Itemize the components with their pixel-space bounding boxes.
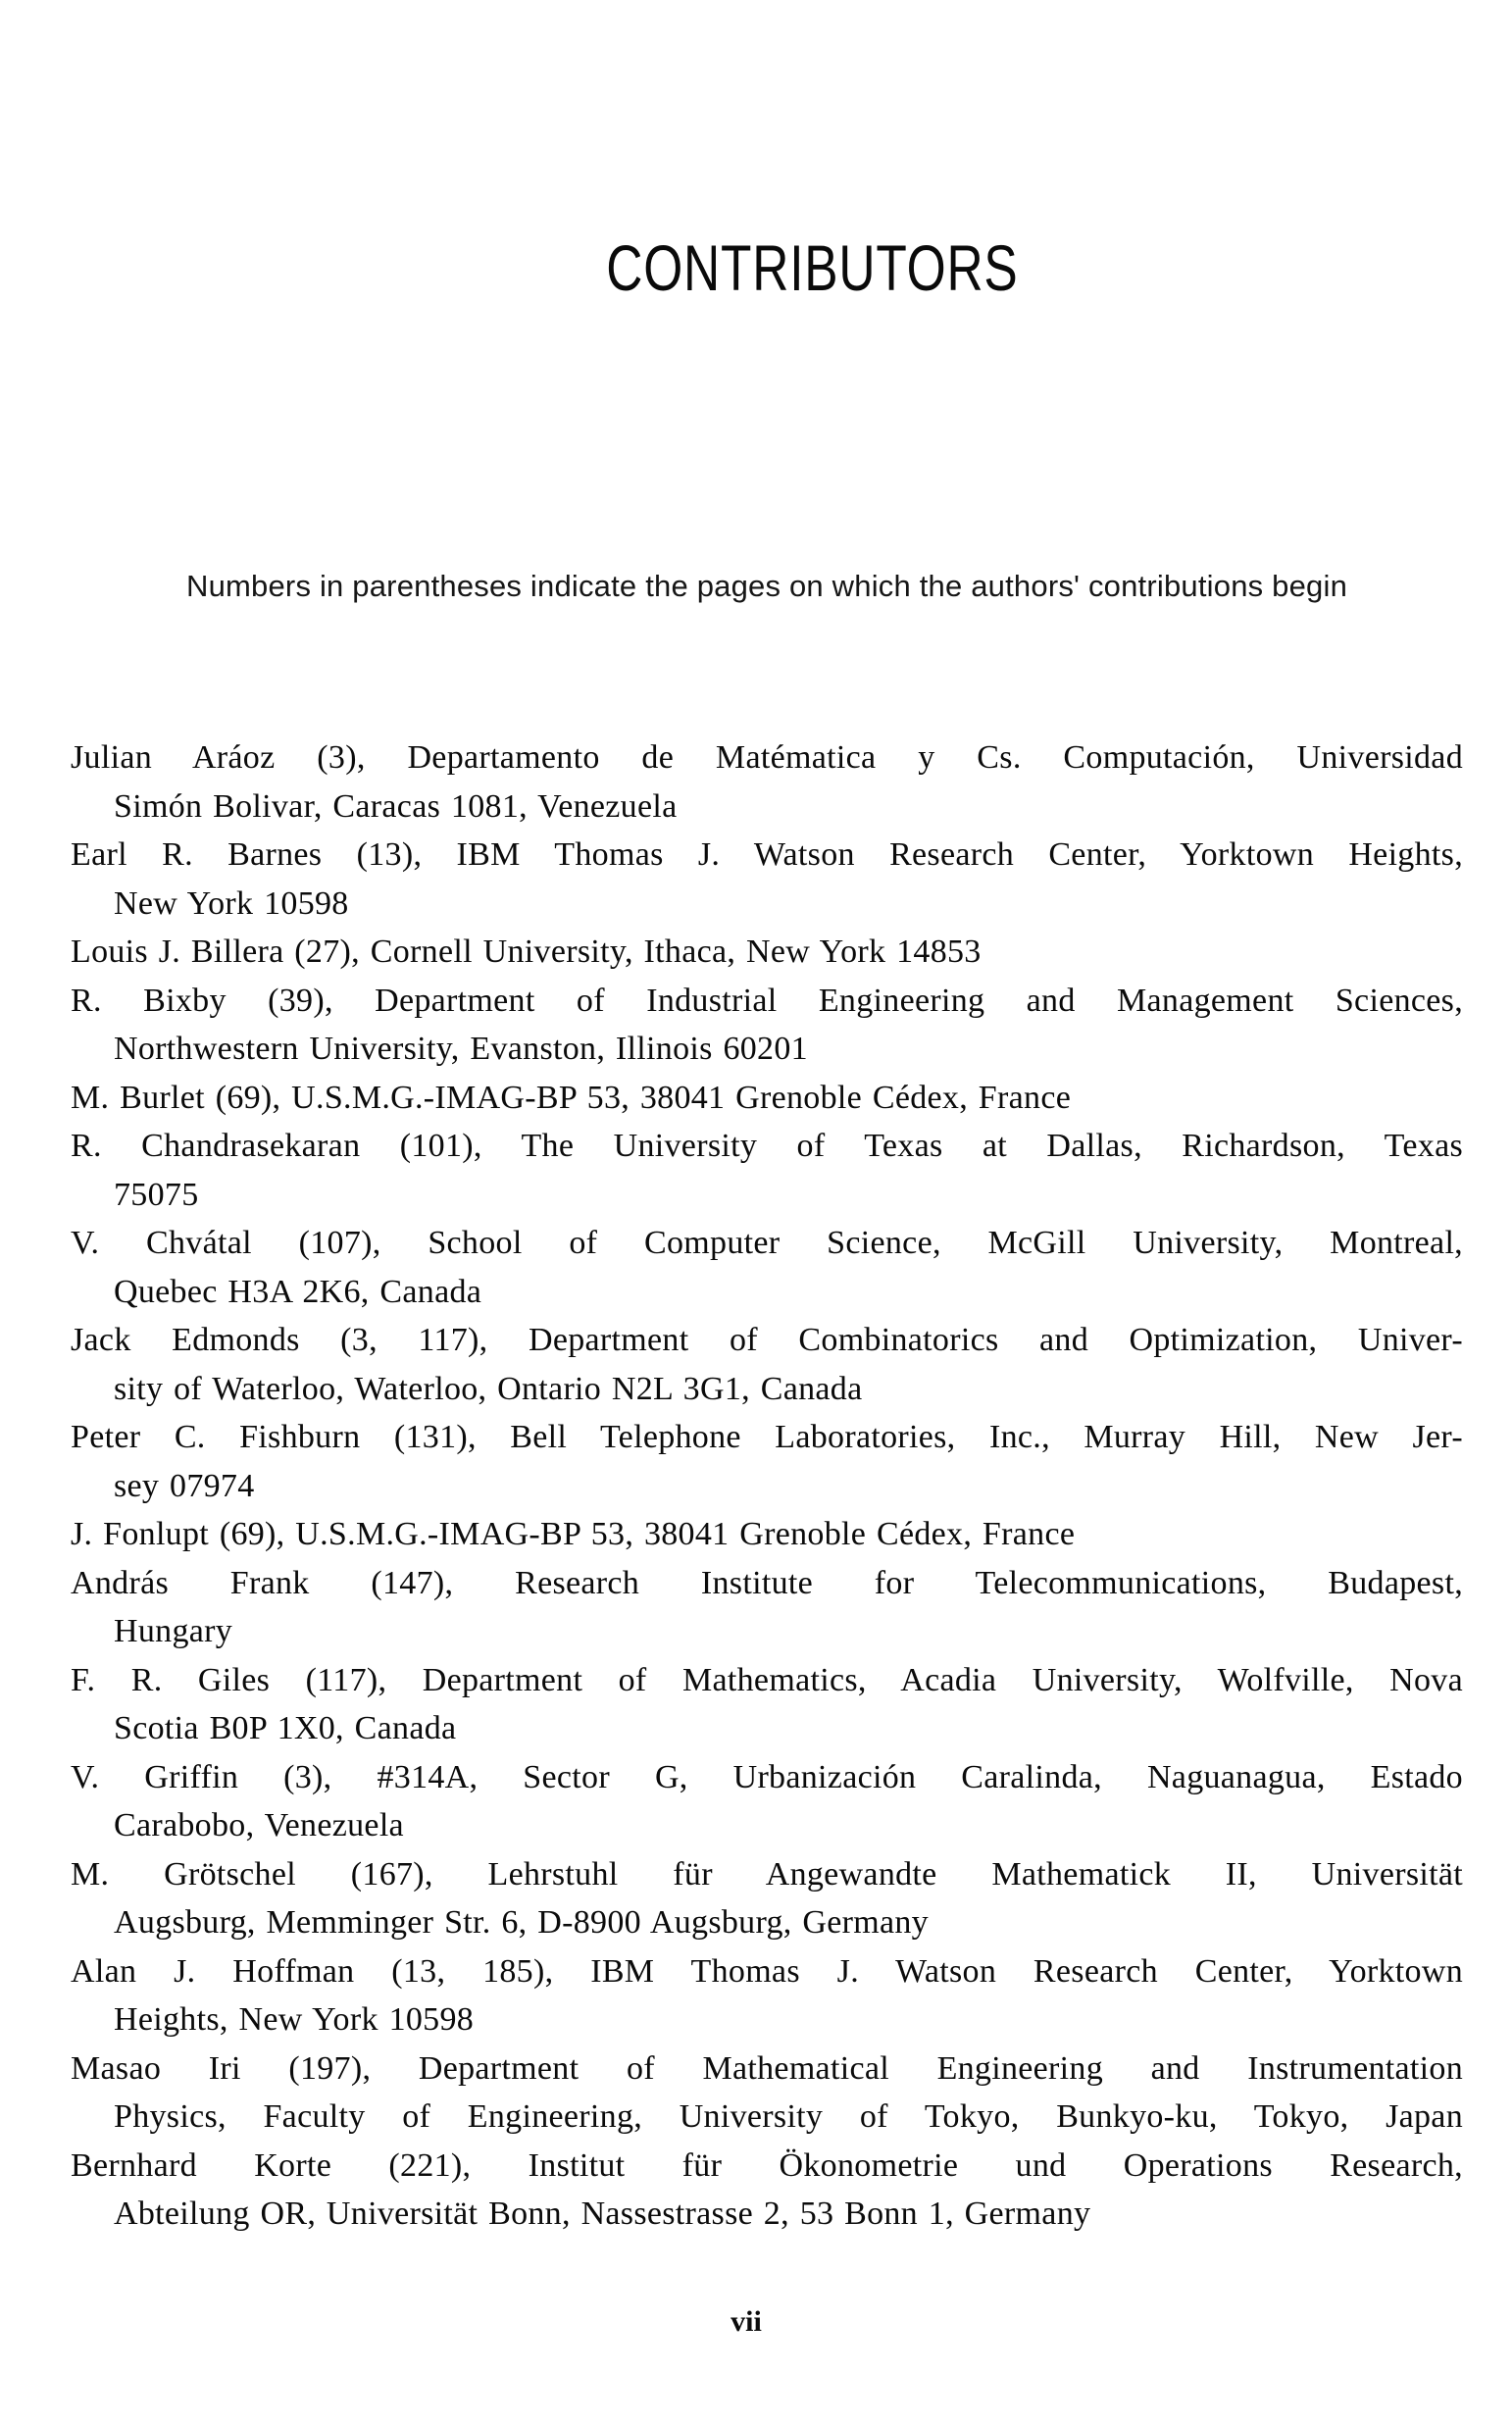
contributor-entry — [71, 2044, 1463, 2142]
contributor-line: Masao Iri (197), Department of Mathematical Engineering and Instrumentation — [71, 2049, 1463, 2087]
contributor-line: sity of Waterloo, Waterloo, Ontario N2L 3G1, Canada — [114, 1370, 863, 1407]
contributor-line: New York 10598 — [114, 884, 349, 922]
contributor-line: M. Burlet (69), U.S.M.G.-IMAG-BP 53, 38041 Grenoble Cédex, France — [71, 1079, 1072, 1116]
contributor-line: Physics, Faculty of Engineering, University of Tokyo, Bunkyo-ku, Tokyo, Japan — [114, 2098, 1463, 2135]
contributor-line: M. Grötschel (167), Lehrstuhl für Angewandte Mathematick II, Universität — [71, 1855, 1463, 1893]
page-number: vii — [731, 2305, 762, 2338]
contributor-line: 75075 — [114, 1176, 199, 1213]
contributor-entry — [71, 928, 1463, 977]
page-subtitle: Numbers in parentheses indicate the pages on which the authors' contributions begin — [185, 569, 1348, 603]
contributor-entry — [71, 1656, 1463, 1753]
contributor-entry — [71, 1413, 1463, 1510]
contributor-line: R. Chandrasekaran (101), The University of Texas at Dallas, Richardson, Texas — [71, 1128, 1463, 1164]
contributor-line: Hungary — [114, 1613, 233, 1649]
contributor-entry — [71, 977, 1463, 1074]
contributor-line: Heights, New York 10598 — [114, 2001, 475, 2038]
contributor-line: Quebec H3A 2K6, Canada — [114, 1273, 482, 1310]
contributor-line: V. Griffin (3), #314A, Sector G, Urbanización Caralinda, Naguanagua, Estado — [71, 1758, 1463, 1795]
contributor-line: V. Chvátal (107), School of Computer Science, McGill University, Montreal, — [71, 1225, 1463, 1261]
page-title-text: CONTRIBUTORS — [605, 231, 1019, 304]
contributor-entry — [71, 1850, 1463, 1947]
contributor-line: Scotia B0P 1X0, Canada — [114, 1710, 457, 1746]
contributor-line: András Frank (147), Research Institute for Telecommunications, Budapest, — [71, 1564, 1463, 1601]
contributor-entry — [71, 1510, 1463, 1559]
contributor-line: Alan J. Hoffman (13, 185), IBM Thomas J. Watson Research Center, Yorktown — [71, 1952, 1463, 1990]
contributor-entry — [71, 1122, 1463, 1219]
contributors-list — [71, 733, 1463, 2239]
contributor-line: Augsburg, Memminger Str. 6, D-8900 Augsburg, Germany — [114, 1904, 929, 1941]
contributor-line: Northwestern University, Evanston, Illinois 60201 — [114, 1031, 808, 1067]
contributor-line: R. Bixby (39), Department of Industrial Engineering and Management Sciences, — [71, 982, 1463, 1019]
contributor-line: Louis J. Billera (27), Cornell University, Ithaca, New York 14853 — [71, 934, 982, 970]
contributor-line: Peter C. Fishburn (131), Bell Telephone Laboratories, Inc., Murray Hill, New Jer- — [71, 1419, 1463, 1455]
contributor-line: Earl R. Barnes (13), IBM Thomas J. Watson Research Center, Yorktown Heights, — [71, 836, 1463, 873]
contributor-entry — [71, 2142, 1463, 2239]
contributor-entry — [71, 1559, 1463, 1656]
contributor-line: sey 07974 — [114, 1467, 255, 1504]
contributor-entry — [71, 1753, 1463, 1850]
contributor-line: Carabobo, Venezuela — [114, 1807, 404, 1843]
contributor-entry — [71, 1219, 1463, 1316]
contributor-line: Julian Aráoz (3), Departamento de Matématica y Cs. Computación, Universidad — [71, 739, 1463, 776]
contributor-line: Bernhard Korte (221), Institut für Ökonometrie und Operations Research, — [71, 2146, 1463, 2184]
contributor-entry — [71, 733, 1463, 831]
contributor-line: J. Fonlupt (69), U.S.M.G.-IMAG-BP 53, 38041 Grenoble Cédex, France — [71, 1516, 1076, 1552]
contributor-line: F. R. Giles (117), Department of Mathematics, Acadia University, Wolfville, Nova — [71, 1661, 1463, 1698]
contributor-line: Abteilung OR, Universität Bonn, Nassestrasse 2, 53 Bonn 1, Germany — [114, 2196, 1091, 2232]
contributor-entry — [71, 831, 1463, 928]
contributor-line: Simón Bolivar, Caracas 1081, Venezuela — [114, 787, 678, 825]
contributor-line: Jack Edmonds (3, 117), Department of Combinatorics and Optimization, Univer- — [71, 1322, 1463, 1358]
contributor-entry — [71, 1074, 1463, 1123]
contributor-entry — [71, 1316, 1463, 1413]
contributor-entry — [71, 1947, 1463, 2044]
page-title — [116, 233, 1508, 302]
